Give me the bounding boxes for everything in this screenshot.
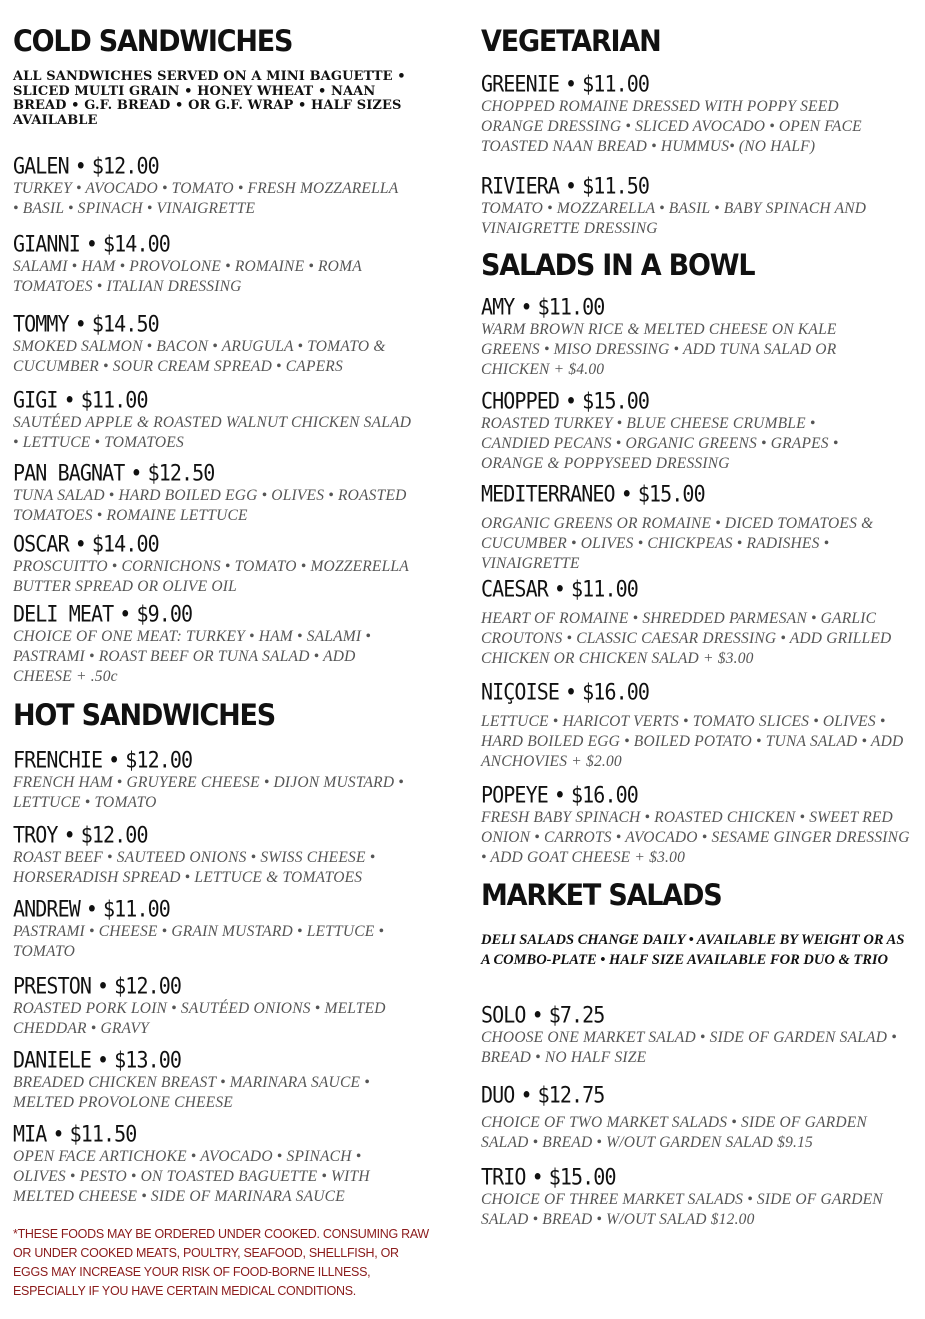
item-price: $15.00: [637, 480, 705, 507]
item-description: FRENCH HAM • GRUYERE CHEESE • DIJON MUSTARD • LETTUCE • TOMATO: [13, 774, 404, 811]
menu-item-popeye: POPEYE • $16.00 FRESH BABY SPINACH • ROASTED CHICKEN • SWEET RED ONION • CARROTS • AVOCADO • SESAME GINGER DRESSING • ADD GOAT CHEESE + $3.00: [481, 781, 921, 868]
menu-item-tommy: TOMMY • $14.50 SMOKED SALMON • BACON • ARUGULA • TOMATO & CUCUMBER • SOUR CREAM SPREAD • CAPERS: [13, 310, 453, 377]
item-price: $11.50: [582, 172, 650, 199]
market-salads-title: MARKET SALADS: [481, 878, 722, 913]
menu-item-caesar: CAESAR • $11.00 HEART OF ROMAINE • SHREDDED PARMESAN • GARLIC CROUTONS • CLASSIC CAESAR DRESSING • ADD GRILLED CHICKEN OR CHICKEN SALAD + $3.00: [481, 575, 921, 669]
item-price: $15.00: [548, 1163, 616, 1190]
item-price: $16.00: [571, 781, 638, 808]
item-name: CAESAR: [481, 575, 548, 602]
item-price: $11.00: [103, 895, 170, 922]
item-name: DANIELE: [13, 1046, 91, 1073]
item-price: $15.00: [582, 387, 650, 414]
item-description: CHOPPED ROMAINE DRESSED WITH POPPY SEED ORANGE DRESSING • SLICED AVOCADO • OPEN FACE TOASTED NAAN BREAD • HUMMUS• (NO HALF): [481, 98, 862, 155]
item-name: CHOPPED: [481, 387, 559, 414]
item-price: $11.00: [582, 70, 650, 97]
item-description: TURKEY • AVOCADO • TOMATO • FRESH MOZZARELLA • BASIL • SPINACH • VINAIGRETTE: [13, 180, 399, 217]
hot-sandwiches-title: HOT SANDWICHES: [13, 698, 276, 733]
item-price: $12.00: [125, 746, 193, 773]
item-name: ANDREW: [13, 895, 80, 922]
item-description: ROASTED PORK LOIN • SAUTÉED ONIONS • MELTED CHEDDAR • GRAVY: [13, 1000, 386, 1037]
menu-item-deli-meat: DELI MEAT • $9.00 CHOICE OF ONE MEAT: TURKEY • HAM • SALAMI • PASTRAMI • ROAST BEEF OR TUNA SALAD • ADD CHEESE + .50c: [13, 600, 453, 687]
item-name: GREENIE: [481, 70, 559, 97]
menu-item-frenchie: FRENCHIE • $12.00 FRENCH HAM • GRUYERE CHEESE • DIJON MUSTARD • LETTUCE • TOMATO: [13, 746, 453, 813]
item-description: SMOKED SALMON • BACON • ARUGULA • TOMATO & CUCUMBER • SOUR CREAM SPREAD • CAPERS: [13, 338, 386, 375]
item-description: HEART OF ROMAINE • SHREDDED PARMESAN • GARLIC CROUTONS • CLASSIC CAESAR DRESSING • ADD GRILLED CHICKEN OR CHICKEN SALAD + $3.00: [481, 610, 892, 667]
item-name: DELI MEAT: [13, 600, 114, 627]
item-description: FRESH BABY SPINACH • ROASTED CHICKEN • SWEET RED ONION • CARROTS • AVOCADO • SESAME GINGER DRESSING • ADD GOAT CHEESE + $3.00: [481, 809, 910, 866]
item-description: PASTRAMI • CHEESE • GRAIN MUSTARD • LETTUCE • TOMATO: [13, 923, 385, 960]
item-description: BREADED CHICKEN BREAST • MARINARA SAUCE • MELTED PROVOLONE CHEESE: [13, 1074, 370, 1111]
item-price: $11.00: [80, 386, 148, 413]
menu-item-riviera: RIVIERA • $11.50 TOMATO • MOZZARELLA • BASIL • BABY SPINACH AND VINAIGRETTE DRESSING: [481, 172, 921, 239]
item-name: TROY: [13, 821, 58, 848]
item-price: $7.25: [548, 1001, 605, 1028]
item-price: $12.00: [80, 821, 148, 848]
item-name: MEDITERRANEO: [481, 480, 615, 507]
menu-item-gigi: GIGI • $11.00 SAUTÉED APPLE & ROASTED WALNUT CHICKEN SALAD • LETTUCE • TOMATOES: [13, 386, 412, 451]
menu-item-troy: TROY • $12.00 ROAST BEEF • SAUTEED ONIONS • SWISS CHEESE • HORSERADISH SPREAD • LETTUCE & TOMATOES: [13, 821, 453, 888]
item-name: GIANNI: [13, 230, 80, 257]
item-name: PAN BAGNAT: [13, 459, 125, 486]
cold-sandwiches-note: ALL SANDWICHES SERVED ON A MINI BAGUETTE • SLICED MULTI GRAIN • HONEY WHEAT • NAAN BREAD • G.F. BREAD • OR G.F. WRAP • HALF SIZES AVAILABLE: [13, 69, 406, 128]
menu-item-galen: GALEN • $12.00 TURKEY • AVOCADO • TOMATO • FRESH MOZZARELLA • BASIL • SPINACH • VINAIGRETTE: [13, 152, 453, 219]
item-name: GIGI: [13, 386, 58, 413]
item-price: $16.00: [582, 678, 650, 705]
item-price: $11.00: [571, 575, 638, 602]
vegetarian-title: VEGETARIAN: [481, 24, 661, 59]
item-name: POPEYE: [481, 781, 548, 808]
item-name: NIÇOISE: [481, 678, 559, 705]
menu-item-mediterraneo: MEDITERRANEO • $15.00 ORGANIC GREENS OR ROMAINE • DICED TOMATOES & CUCUMBER • OLIVES • CHICKPEAS • RADISHES • VINAIGRETTE: [481, 480, 921, 574]
item-price: $12.00: [91, 152, 159, 179]
item-name: PRESTON: [13, 972, 91, 999]
menu-item-preston: PRESTON • $12.00 ROASTED PORK LOIN • SAUTÉED ONIONS • MELTED CHEDDAR • GRAVY: [13, 972, 453, 1039]
menu-item-mia: MIA • $11.50 OPEN FACE ARTICHOKE • AVOCADO • SPINACH • OLIVES • PESTO • ON TOASTED BAGUETTE • WITH MELTED CHEESE • SIDE OF MARINARA SAUCE: [13, 1120, 453, 1207]
item-description: OPEN FACE ARTICHOKE • AVOCADO • SPINACH • OLIVES • PESTO • ON TOASTED BAGUETTE • WITH MELTED CHEESE • SIDE OF MARINARA SAUCE: [13, 1148, 370, 1205]
menu-item-oscar: OSCAR • $14.00 PROSCUITTO • CORNICHONS • TOMATO • MOZZERELLA BUTTER SPREAD OR OLIVE OIL: [13, 530, 453, 597]
item-name: SOLO: [481, 1001, 526, 1028]
item-description: CHOOSE ONE MARKET SALAD • SIDE OF GARDEN SALAD • BREAD • NO HALF SIZE: [481, 1029, 897, 1066]
menu-item-greenie: GREENIE • $11.00 CHOPPED ROMAINE DRESSED WITH POPPY SEED ORANGE DRESSING • SLICED AVOCADO • OPEN FACE TOASTED NAAN BREAD • HUMMUS• (NO HALF): [481, 70, 921, 157]
item-description: CHOICE OF TWO MARKET SALADS • SIDE OF GARDEN SALAD • BREAD • W/OUT GARDEN SALAD $9.15: [481, 1114, 867, 1151]
menu-item-gianni: GIANNI • $14.00 SALAMI • HAM • PROVOLONE • ROMAINE • ROMA TOMATOES • ITALIAN DRESSING: [13, 230, 453, 297]
item-description: PROSCUITTO • CORNICHONS • TOMATO • MOZZERELLA BUTTER SPREAD OR OLIVE OIL: [13, 558, 409, 595]
item-name: TRIO: [481, 1163, 526, 1190]
item-name: TOMMY: [13, 310, 69, 337]
item-price: $9.00: [136, 600, 193, 627]
salads-in-a-bowl-title: SALADS IN A BOWL: [481, 248, 755, 283]
cold-sandwiches-title: COLD SANDWICHES: [13, 24, 293, 59]
item-price: $11.00: [537, 293, 605, 320]
item-name: MIA: [13, 1120, 47, 1147]
menu-item-daniele: DANIELE • $13.00 BREADED CHICKEN BREAST • MARINARA SAUCE • MELTED PROVOLONE CHEESE: [13, 1046, 453, 1113]
menu-item-nicoise: NIÇOISE • $16.00 LETTUCE • HARICOT VERTS • TOMATO SLICES • OLIVES • HARD BOILED EGG • BOILED POTATO • TUNA SALAD • ADD ANCHOVIES + $2.00: [481, 678, 921, 772]
menu-item-solo: SOLO • $7.25 CHOOSE ONE MARKET SALAD • SIDE OF GARDEN SALAD • BREAD • NO HALF SIZE: [481, 1001, 921, 1068]
item-name: OSCAR: [13, 530, 69, 557]
item-description: SALAMI • HAM • PROVOLONE • ROMAINE • ROMA TOMATOES • ITALIAN DRESSING: [13, 258, 362, 295]
item-description: TOMATO • MOZZARELLA • BASIL • BABY SPINACH AND VINAIGRETTE DRESSING: [481, 200, 867, 237]
item-price: $13.00: [114, 1046, 182, 1073]
item-description: WARM BROWN RICE & MELTED CHEESE ON KALE GREENS • MISO DRESSING • ADD TUNA SALAD OR CHICKEN + $4.00: [481, 321, 837, 378]
menu-item-duo: DUO • $12.75 CHOICE OF TWO MARKET SALADS • SIDE OF GARDEN SALAD • BREAD • W/OUT GARDEN SALAD $9.15: [481, 1081, 921, 1153]
item-price: $12.50: [147, 459, 215, 486]
item-name: AMY: [481, 293, 515, 320]
item-description: CHOICE OF ONE MEAT: TURKEY • HAM • SALAMI • PASTRAMI • ROAST BEEF OR TUNA SALAD • ADD CHEESE + .50c: [13, 628, 371, 685]
item-price: $14.00: [103, 230, 170, 257]
item-description: LETTUCE • HARICOT VERTS • TOMATO SLICES • OLIVES • HARD BOILED EGG • BOILED POTATO • TUNA SALAD • ADD ANCHOVIES + $2.00: [481, 713, 904, 770]
item-price: $12.00: [114, 972, 182, 999]
food-safety-disclaimer: *THESE FOODS MAY BE ORDERED UNDER COOKED. CONSUMING RAW OR UNDER COOKED MEATS, POULTRY, SEAFOOD, SHELLFISH, OR EGGS MAY INCREASE YOUR RISK OF FOOD-BORNE ILLNESS, ESPECIALLY IF YOU HAVE CERTAIN MEDICAL CONDITIONS.: [13, 1226, 429, 1298]
item-name: RIVIERA: [481, 172, 559, 199]
market-salads-note: DELI SALADS CHANGE DAILY • AVAILABLE BY WEIGHT OR AS A COMBO-PLATE • HALF SIZE AVAILABLE FOR DUO & TRIO: [481, 932, 905, 968]
menu-item-amy: AMY • $11.00 WARM BROWN RICE & MELTED CHEESE ON KALE GREENS • MISO DRESSING • ADD TUNA SALAD OR CHICKEN + $4.00: [481, 293, 921, 380]
item-price: $12.75: [537, 1081, 605, 1108]
menu-item-trio: TRIO • $15.00 CHOICE OF THREE MARKET SALADS • SIDE OF GARDEN SALAD • BREAD • W/OUT SALAD $12.00: [481, 1163, 921, 1230]
menu-item-pan-bagnat: PAN BAGNAT • $12.50 TUNA SALAD • HARD BOILED EGG • OLIVES • ROASTED TOMATOES • ROMAINE LETTUCE: [13, 459, 453, 526]
item-name: FRENCHIE: [13, 746, 103, 773]
item-price: $14.50: [91, 310, 159, 337]
item-price: $14.00: [91, 530, 159, 557]
menu-item-chopped: CHOPPED • $15.00 ROASTED TURKEY • BLUE CHEESE CRUMBLE • CANDIED PECANS • ORGANIC GREENS • GRAPES • ORANGE & POPPYSEED DRESSING: [481, 387, 921, 474]
item-description: SAUTÉED APPLE & ROASTED WALNUT CHICKEN SALAD • LETTUCE • TOMATOES: [13, 414, 412, 451]
item-description: ROASTED TURKEY • BLUE CHEESE CRUMBLE • CANDIED PECANS • ORGANIC GREENS • GRAPES • ORANGE & POPPYSEED DRESSING: [481, 415, 839, 472]
menu-item-andrew: ANDREW • $11.00 PASTRAMI • CHEESE • GRAIN MUSTARD • LETTUCE • TOMATO: [13, 895, 453, 962]
item-description: ORGANIC GREENS OR ROMAINE • DICED TOMATOES & CUCUMBER • OLIVES • CHICKPEAS • RADISHES • VINAIGRETTE: [481, 515, 874, 572]
item-description: ROAST BEEF • SAUTEED ONIONS • SWISS CHEESE • HORSERADISH SPREAD • LETTUCE & TOMATOES: [13, 849, 376, 886]
item-description: TUNA SALAD • HARD BOILED EGG • OLIVES • ROASTED TOMATOES • ROMAINE LETTUCE: [13, 487, 407, 524]
item-name: GALEN: [13, 152, 69, 179]
item-price: $11.50: [69, 1120, 137, 1147]
item-description: CHOICE OF THREE MARKET SALADS • SIDE OF GARDEN SALAD • BREAD • W/OUT SALAD $12.00: [481, 1191, 883, 1228]
item-name: DUO: [481, 1081, 515, 1108]
